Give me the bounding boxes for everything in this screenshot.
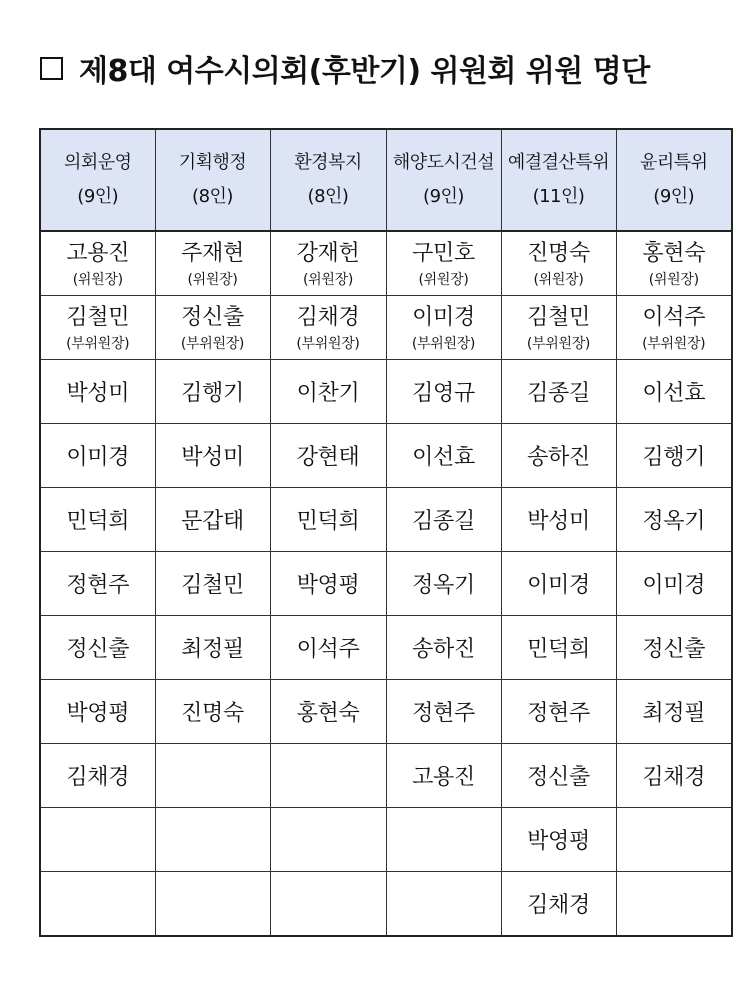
- member-name: 김철민: [527, 304, 590, 330]
- member-cell: 김채경: [501, 872, 616, 937]
- member-cell: 고용진: [386, 744, 501, 808]
- checkbox-square-icon: [40, 57, 63, 80]
- member-cell: [270, 296, 386, 360]
- member-name: 이석주: [642, 304, 706, 330]
- member-cell: 정옥기: [386, 552, 501, 616]
- member-cell: [270, 744, 386, 808]
- role-label: (부위원장): [180, 335, 245, 352]
- committee-header: [40, 129, 155, 231]
- member-cell: 최정필: [155, 616, 270, 680]
- member-cell: [40, 231, 155, 296]
- member-cell: 이미경: [616, 552, 732, 616]
- member-cell: 정현주: [386, 680, 501, 744]
- committee-count: (8인): [307, 186, 349, 207]
- member-cell: 박영평: [270, 552, 386, 616]
- member-cell: [270, 808, 386, 872]
- table-row: [40, 552, 732, 616]
- member-cell: 박성미: [40, 360, 155, 424]
- member-name: 홍현숙: [642, 240, 706, 266]
- member-cell: 민덕희: [40, 488, 155, 552]
- role-label: (위원장): [303, 271, 353, 288]
- member-cell: 이미경: [501, 552, 616, 616]
- member-name: 이미경: [412, 304, 475, 330]
- table-row: [40, 680, 732, 744]
- committee-name: 의회운영: [63, 152, 132, 173]
- member-cell: [270, 231, 386, 296]
- member-cell: [616, 808, 732, 872]
- table-row: [40, 296, 732, 360]
- role-label: (부위원장): [296, 335, 360, 352]
- member-name: 진명숙: [527, 240, 590, 266]
- member-cell: 정신출: [501, 744, 616, 808]
- member-cell: 김철민: [155, 552, 270, 616]
- member-cell: [155, 296, 270, 360]
- member-cell: [270, 872, 386, 937]
- table-row: [40, 616, 732, 680]
- member-cell: 박영평: [40, 680, 155, 744]
- member-cell: [155, 808, 270, 872]
- member-cell: [501, 296, 616, 360]
- member-name: 김채경: [296, 304, 360, 330]
- member-name: 김철민: [66, 304, 130, 330]
- member-cell: [40, 872, 155, 937]
- role-label: (부위원장): [411, 335, 476, 352]
- member-name: 주재현: [181, 240, 244, 266]
- member-cell: [155, 872, 270, 937]
- committee-name: 기획행정: [178, 152, 247, 173]
- member-cell: [40, 296, 155, 360]
- member-cell: 김채경: [616, 744, 732, 808]
- member-cell: 김행기: [616, 424, 732, 488]
- committee-name: 예결결산특위: [507, 152, 610, 173]
- committee-header: [501, 129, 616, 231]
- member-cell: 진명숙: [155, 680, 270, 744]
- member-cell: 민덕희: [501, 616, 616, 680]
- member-cell: 김채경: [40, 744, 155, 808]
- member-cell: [155, 231, 270, 296]
- member-cell: [386, 872, 501, 937]
- table-row: [40, 744, 732, 808]
- role-label: (부위원장): [642, 335, 706, 352]
- member-cell: 문갑태: [155, 488, 270, 552]
- committee-count: (9인): [423, 186, 464, 207]
- member-cell: 정신출: [616, 616, 732, 680]
- member-cell: 민덕희: [270, 488, 386, 552]
- member-cell: 이선효: [386, 424, 501, 488]
- member-cell: 강현태: [270, 424, 386, 488]
- member-cell: 박영평: [501, 808, 616, 872]
- member-cell: [386, 296, 501, 360]
- member-cell: 정신출: [40, 616, 155, 680]
- member-cell: 홍현숙: [270, 680, 386, 744]
- member-cell: 최정필: [616, 680, 732, 744]
- member-name: 구민호: [412, 240, 475, 266]
- committee-count: (9인): [653, 186, 695, 207]
- table-row: [40, 424, 732, 488]
- committee-roster-table: [39, 128, 733, 937]
- member-cell: [155, 744, 270, 808]
- member-cell: 이미경: [40, 424, 155, 488]
- role-label: (위원장): [418, 271, 469, 288]
- member-cell: 박성미: [501, 488, 616, 552]
- role-label: (위원장): [187, 271, 238, 288]
- member-cell: 이석주: [270, 616, 386, 680]
- title-text: 제8대 여수시의회(후반기) 위원회 위원 명단: [79, 54, 650, 89]
- table-row: [40, 360, 732, 424]
- role-label: (부위원장): [66, 335, 130, 352]
- role-label: (부위원장): [526, 335, 591, 352]
- role-label: (위원장): [648, 271, 699, 288]
- member-cell: [616, 872, 732, 937]
- member-cell: 송하진: [501, 424, 616, 488]
- member-cell: 김종길: [501, 360, 616, 424]
- table-row: [40, 231, 732, 296]
- member-cell: 정현주: [40, 552, 155, 616]
- committee-header: [270, 129, 386, 231]
- committee-name: 환경복지: [294, 152, 362, 173]
- member-cell: 이선효: [616, 360, 732, 424]
- header-row: [40, 129, 732, 231]
- committee-name: 윤리특위: [639, 152, 708, 173]
- member-cell: [386, 808, 501, 872]
- member-cell: 김종길: [386, 488, 501, 552]
- member-cell: 김영규: [386, 360, 501, 424]
- committee-count: (8인): [192, 186, 233, 207]
- member-cell: 박성미: [155, 424, 270, 488]
- committee-count: (11인): [532, 186, 585, 207]
- member-cell: 정옥기: [616, 488, 732, 552]
- role-label: (위원장): [72, 271, 123, 288]
- committee-header: [155, 129, 270, 231]
- member-cell: [386, 231, 501, 296]
- member-cell: [616, 296, 732, 360]
- member-cell: [616, 231, 732, 296]
- role-label: (위원장): [533, 271, 584, 288]
- committee-header: [386, 129, 501, 231]
- committee-count: (9인): [77, 186, 119, 207]
- committee-header: [616, 129, 732, 231]
- table-row: [40, 808, 732, 872]
- member-cell: 김행기: [155, 360, 270, 424]
- member-cell: 정현주: [501, 680, 616, 744]
- member-name: 정신출: [181, 304, 244, 330]
- member-name: 강재헌: [296, 240, 360, 266]
- document-title: [40, 46, 650, 90]
- member-cell: [40, 808, 155, 872]
- member-name: 고용진: [66, 240, 130, 266]
- committee-name: 해양도시건설: [392, 152, 495, 173]
- table-row: [40, 488, 732, 552]
- member-cell: 송하진: [386, 616, 501, 680]
- member-cell: [501, 231, 616, 296]
- table-row: [40, 872, 732, 937]
- member-cell: 이찬기: [270, 360, 386, 424]
